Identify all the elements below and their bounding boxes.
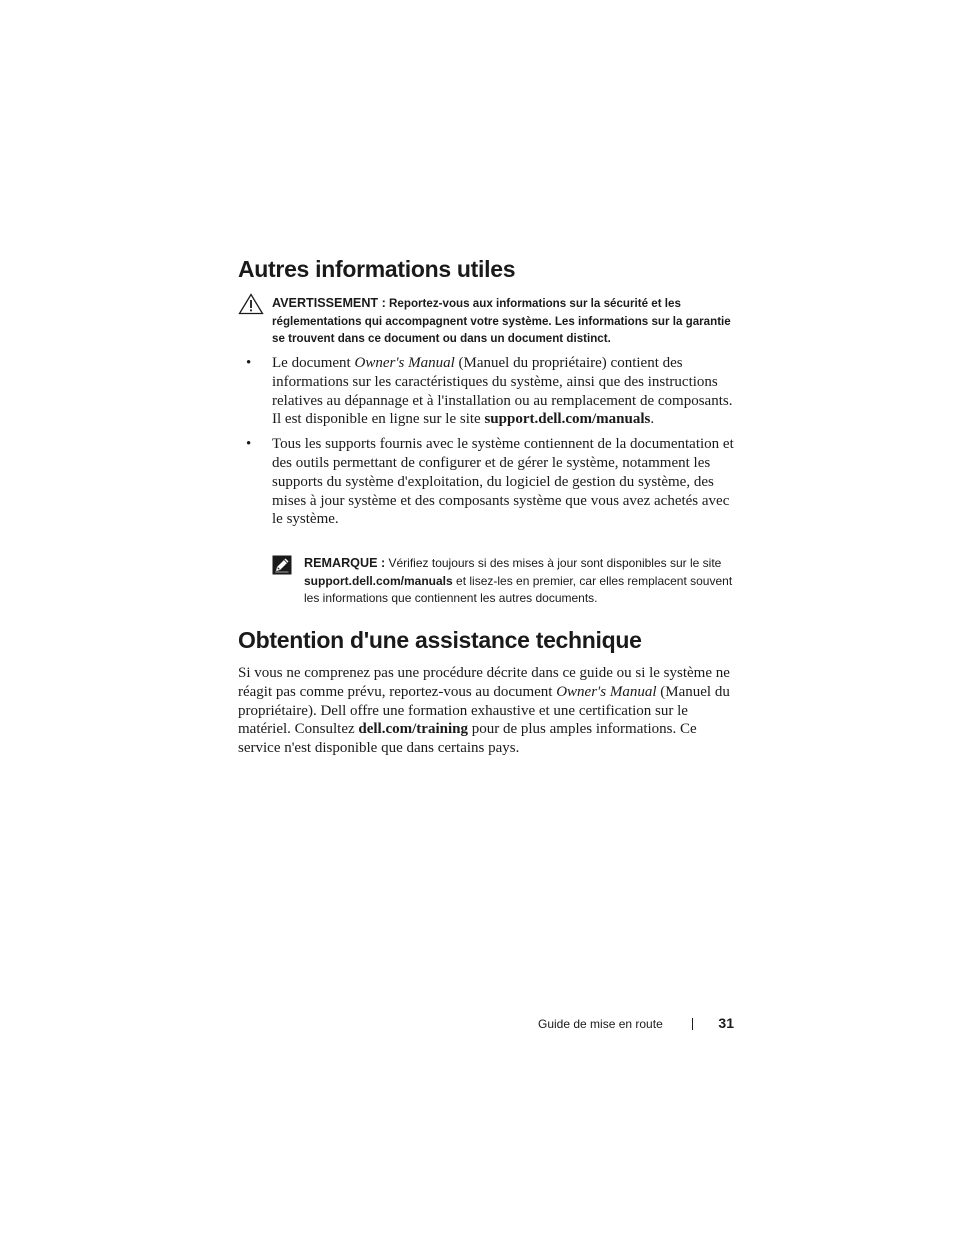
warning-text: [272, 293, 736, 348]
owners-manual-title: Owner's Manual: [354, 355, 455, 371]
training-url: dell.com/training: [358, 721, 468, 738]
bullet-marker: •: [246, 355, 252, 371]
list-item: [238, 435, 736, 529]
bullet-text-end: .: [650, 411, 655, 428]
section-heading-autres-informations: Autres informations utiles: [238, 256, 516, 282]
page-footer: [538, 1015, 736, 1035]
note-body-start: Vérifiez toujours si des mises à jour sont disponibles sur le site: [385, 556, 722, 570]
bullet-text: Tous les supports fournis avec le système contiennent de la documentation et des outils permettant de configurer et de gérer le système, notamment les supports du système d'exploitation, du logiciel de gestion du système, des mises à jour système et des composants système que vous avez achetés avec le système.: [272, 436, 734, 528]
note-text: [304, 555, 736, 608]
warning-notice: [238, 293, 736, 348]
assistance-paragraph: [238, 664, 736, 758]
footer-divider: [692, 1018, 693, 1030]
note-support-url: support.dell.com/manuals: [304, 573, 453, 588]
note-body-end: et lisez-les en premier, car elles remplacent souvent les informations que contiennent les autres documents.: [304, 573, 733, 605]
footer-title: Guide de mise en route: [538, 1017, 663, 1031]
note-notice: [272, 555, 736, 608]
owners-manual-title: Owner's Manual: [556, 683, 657, 700]
para-text-end: pour de plus amples informations. Ce service n'est disponible que dans certains pays.: [238, 721, 697, 757]
note-pencil-icon: [272, 555, 292, 575]
list-item: [238, 354, 736, 429]
info-bullet-list: [238, 354, 736, 535]
para-text-middle: (Manuel du propriétaire). Dell offre une formation exhaustive et une certification sur le matériel. Consultez: [238, 683, 730, 738]
section-heading-assistance-technique: Obtention d'une assistance technique: [238, 627, 642, 653]
warning-label: AVERTISSEMENT :: [272, 296, 386, 310]
page-number: 31: [718, 1015, 734, 1031]
warning-body: Reportez-vous aux informations sur la sécurité et les réglementations qui accompagnent votre système. Les informations sur la garantie se trouvent dans ce document ou dans un document distinct.: [272, 297, 731, 345]
bullet-marker: •: [246, 436, 252, 453]
para-text-start: Si vous ne comprenez pas une procédure décrite dans ce guide ou si le système ne réagit pas comme prévu, reportez-vous au document: [238, 665, 730, 700]
note-label: REMARQUE :: [304, 556, 386, 570]
warning-triangle-icon: [238, 293, 264, 315]
bullet-text-middle: (Manuel du propriétaire) contient des informations sur les caractéristiques du système, ainsi que des instructions relatives au dépannage et à l'installation ou au remplacement de composants. Il est disponible en ligne sur le site: [272, 355, 733, 428]
bullet-text-start: Le document: [272, 355, 355, 371]
support-manuals-url: support.dell.com/manuals: [484, 411, 651, 428]
